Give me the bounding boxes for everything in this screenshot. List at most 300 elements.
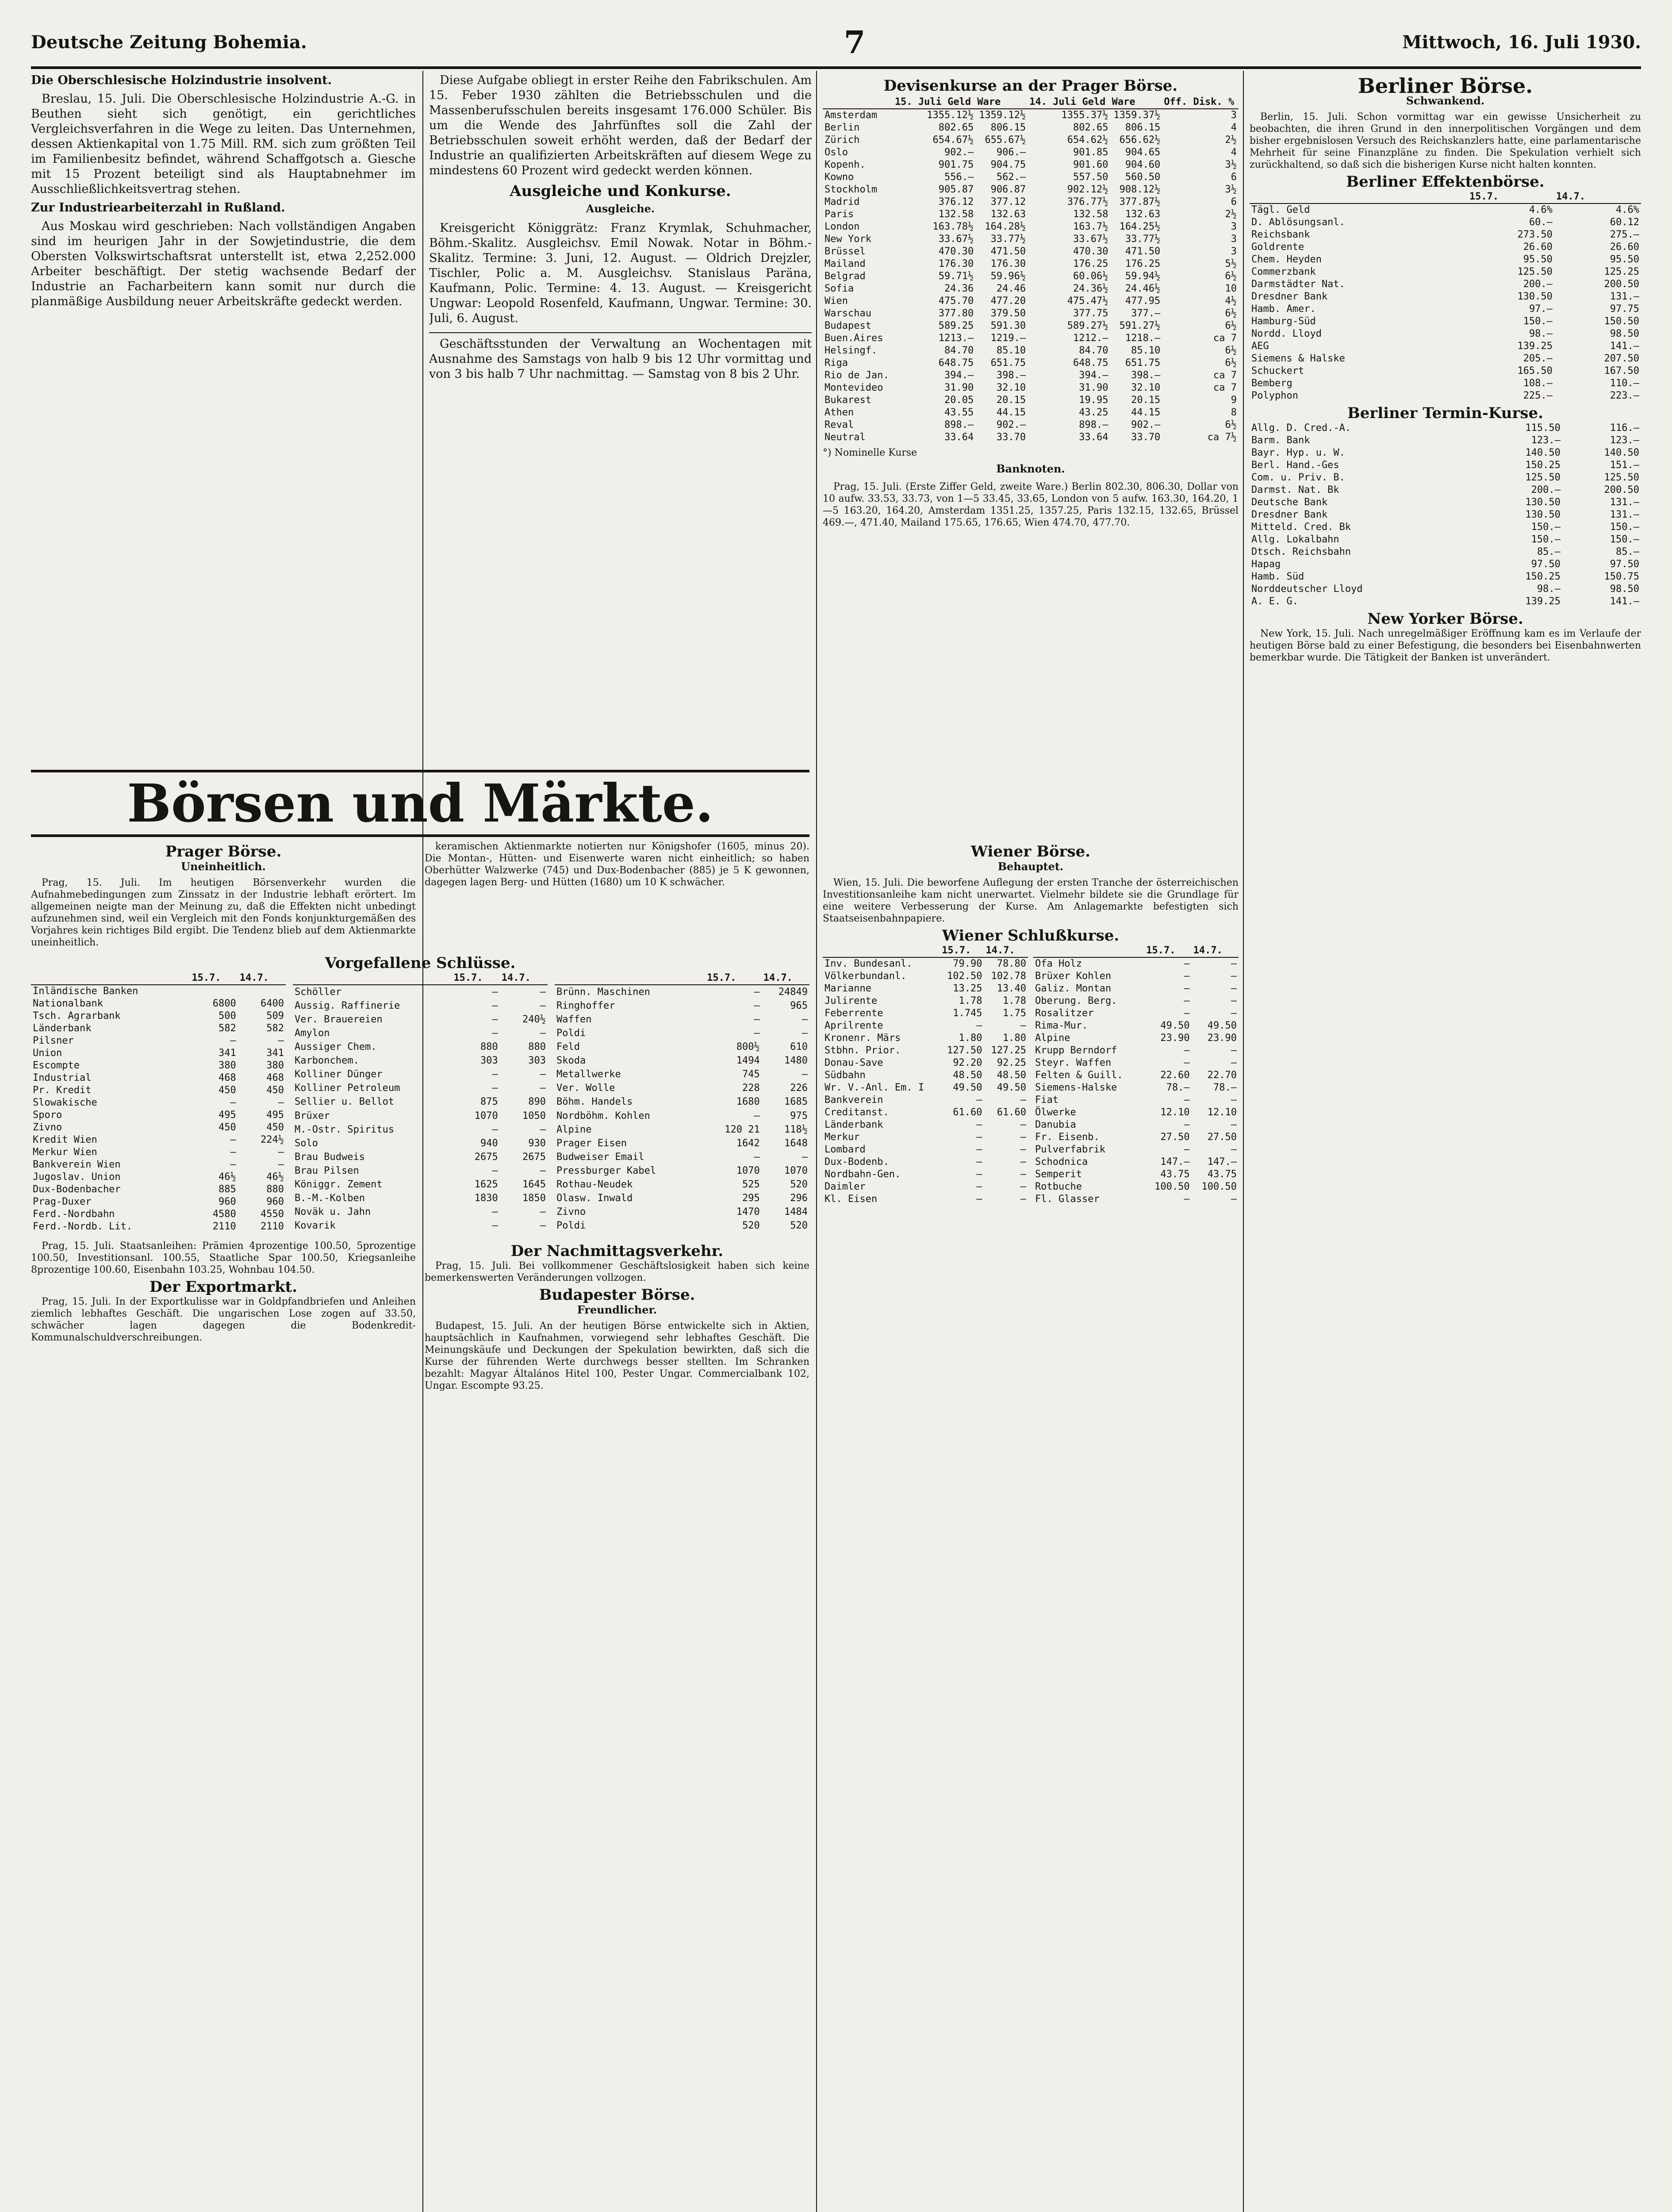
row-label: Polyphon: [1251, 390, 1298, 401]
table-row: [31, 1196, 286, 1208]
cell-value: 31.90: [944, 382, 974, 393]
cell-value: 12.10: [1207, 1107, 1237, 1118]
cell-value: 150.—: [1523, 316, 1553, 327]
column-header: [823, 96, 893, 109]
article-text: Aus Moskau wird geschrieben: Nach vollständigen Angaben sind im heurigen Jahr in der Sowjetindustrie, die dem Obersten Volkswirtschaftsrat unterstellt ist, etwa 2,252.000 Arbeiter beschäftigt. Der stetig wachsende Bedarf der Industrie an Facharbeitern kann somit nur durch die planmäßige Ausbildung neuer Arbeitskräfte gedeckt werden.: [31, 219, 416, 308]
table-row: [823, 1045, 1028, 1057]
column-header: [1250, 191, 1468, 204]
cell-value: 745: [742, 1069, 760, 1080]
cell-value: 33.70: [996, 432, 1026, 443]
table-row: [823, 1057, 1028, 1069]
schlusse-table-3: [555, 972, 809, 1233]
row-label: Ölwerke: [1035, 1107, 1076, 1118]
cell-value: 151.—: [1610, 460, 1639, 471]
headline: Die Oberschlesische Holzindustrie insolvent.: [31, 73, 332, 87]
table-row: [1250, 583, 1641, 595]
cell-value: 1355.37½: [1061, 110, 1108, 121]
cell-value: —: [1231, 1094, 1237, 1106]
row-label: Skoda: [556, 1055, 586, 1067]
cell-value: 589.25: [938, 320, 974, 331]
table-row: [823, 1106, 1028, 1119]
row-label: A. E. G.: [1251, 596, 1298, 607]
row-label: D. Ablösungsanl.: [1251, 217, 1345, 228]
cell-value: —: [1020, 1094, 1026, 1106]
table-row: [823, 258, 1239, 270]
cell-value: 562.—: [996, 172, 1026, 183]
table-row: [1250, 534, 1641, 546]
section-subheading: Behauptet.: [997, 860, 1064, 873]
table-row: [31, 1134, 286, 1146]
column-header: 14.7.: [762, 972, 809, 985]
cell-value: 200.—: [1523, 279, 1553, 290]
table-row: [1250, 447, 1641, 459]
cell-value: 1070: [736, 1165, 760, 1176]
section-heading: Devisenkurse an der Prager Börse.: [883, 77, 1178, 95]
cell-value: 471.50: [1125, 246, 1161, 257]
cell-value: 20.15: [1131, 395, 1161, 406]
table-row: [555, 1178, 809, 1191]
cell-value: 123.—: [1531, 435, 1561, 446]
cell-value: 33.64: [944, 432, 974, 443]
cell-value: 2½: [1225, 209, 1237, 220]
cell-value: 127.50: [947, 1045, 982, 1056]
table-row: [293, 1164, 548, 1178]
table-row: [823, 1082, 1028, 1094]
termin-table-body: [1250, 422, 1641, 608]
row-label: Allg. D. Cred.-A.: [1251, 422, 1351, 434]
table-body: [823, 957, 1028, 1206]
table-row: [1033, 1168, 1239, 1181]
row-label: Reichsbank: [1251, 229, 1310, 240]
row-label: Bukarest: [824, 395, 871, 406]
cell-value: 125.50: [1517, 266, 1553, 277]
column-header: 14.7.: [238, 972, 286, 985]
cell-value: 12.10: [1160, 1107, 1190, 1118]
cell-value: 6½: [1225, 357, 1237, 369]
row-label: Semperit: [1035, 1169, 1082, 1180]
cell-value: 147.—: [1207, 1156, 1237, 1167]
table-row: [1033, 1082, 1239, 1094]
table-row: [31, 998, 286, 1010]
cell-value: 139.25: [1525, 596, 1561, 607]
cell-value: 150.50: [1604, 316, 1639, 327]
section-subheading: Freundlicher.: [577, 1303, 657, 1316]
cell-value: —: [976, 1169, 982, 1180]
table-row: [823, 283, 1239, 295]
table-row: [293, 1068, 548, 1082]
cell-value: —: [1231, 971, 1237, 982]
cell-value: 97.—: [1529, 303, 1553, 315]
table-row: [1033, 1156, 1239, 1168]
berliner-column: [1250, 73, 1641, 2212]
cell-value: 2675: [522, 1151, 546, 1163]
cell-value: 377.87½: [1119, 196, 1161, 207]
cell-value: 802.65: [1073, 122, 1108, 133]
cell-value: 582: [218, 1023, 236, 1034]
cell-value: —: [492, 1000, 498, 1011]
cell-value: 125.50: [1604, 472, 1639, 483]
cell-value: 102.50: [947, 971, 982, 982]
table-row: [823, 431, 1239, 444]
cell-value: 43.55: [944, 407, 974, 418]
cell-value: 901.60: [1073, 159, 1108, 170]
cell-value: 525: [742, 1179, 760, 1190]
row-label: Schöller: [295, 986, 341, 998]
table-row: [823, 171, 1239, 184]
table-row: [823, 332, 1239, 345]
cell-value: —: [492, 1220, 498, 1232]
prager-text-block: [31, 841, 416, 952]
row-label: Kronenr. Märs: [824, 1033, 901, 1044]
cell-value: —: [1231, 1144, 1237, 1155]
row-label: Aussig. Raffinerie: [295, 1000, 400, 1011]
cell-value: 303: [528, 1055, 546, 1067]
table-row: [31, 1183, 286, 1196]
prager-top: [31, 841, 809, 952]
article-text: Prag, 15. Juli. In der Exportkulisse war in Goldpfandbriefen und Anleihen ziemlich lebhaftes Geschäft. Die ungarischen Lose zogen auf 33.50, schwächer lagen dagegen die Bodenkredit-Kommunalschuldverschreibungen.: [31, 1296, 416, 1343]
column-rule: [816, 71, 817, 2212]
table-row: [823, 196, 1239, 208]
cell-value: —: [1020, 1194, 1026, 1205]
cell-value: 22.70: [1207, 1070, 1237, 1081]
row-label: Brau Pilsen: [295, 1165, 359, 1176]
cell-value: —: [1184, 1194, 1190, 1205]
section-heading: Berliner Effektenbörse.: [1346, 173, 1545, 191]
table-row: [555, 1164, 809, 1178]
cell-value: 20.15: [996, 395, 1026, 406]
cell-value: 806.15: [990, 122, 1026, 133]
cell-value: —: [540, 1124, 546, 1135]
table-row: [293, 1150, 548, 1164]
row-label: Nationalbank: [33, 998, 103, 1009]
table-row: [1250, 496, 1641, 509]
cell-value: 6½: [1225, 320, 1237, 331]
cell-value: —: [540, 1165, 546, 1176]
table-row: [555, 1068, 809, 1082]
cell-value: 130.50: [1517, 291, 1553, 302]
wiener-table-2: [1033, 945, 1239, 1206]
cell-value: 100.50: [1154, 1181, 1190, 1192]
cell-value: 380: [218, 1060, 236, 1071]
cell-value: 806.15: [1125, 122, 1161, 133]
row-label: Kopenh.: [824, 159, 866, 170]
table-row: [823, 419, 1239, 431]
cell-value: 880: [266, 1184, 284, 1195]
cell-value: 176.30: [990, 258, 1026, 269]
table-row: [823, 369, 1239, 382]
cell-value: 32.10: [996, 382, 1026, 393]
table-row: [293, 1026, 548, 1040]
article-text: Budapest, 15. Juli. An der heutigen Börse entwickelte sich in Aktien, hauptsächlich in Kaufnahmen, vorwiegend sehr lebhaftes Geschäft. Die Meinungskäufe und Deckungen der Spekulation bewirkten, daß sich die Kurse der führenden Werte durchwegs besser stellten. Im Schranken bezahlt: Magyar Általános Hitel 100, Pester Ungar. Commercialbank 102, Ungar. Escompte 93.25.: [425, 1321, 809, 1391]
cell-value: 10: [1225, 283, 1237, 294]
section-heading: Ausgleiche und Konkurse.: [510, 182, 731, 200]
section-heading: Vorgefallene Schlüsse.: [325, 954, 516, 972]
row-label: Neutral: [824, 432, 866, 443]
cell-value: 475.70: [938, 296, 974, 307]
cell-value: 1070: [784, 1165, 808, 1176]
cell-value: —: [1184, 1144, 1190, 1155]
row-label: Kredit Wien: [33, 1134, 97, 1145]
cell-value: 19.95: [1079, 395, 1108, 406]
cell-value: 150.—: [1610, 522, 1639, 533]
cell-value: 1.80: [959, 1033, 982, 1044]
row-label: Marianne: [824, 983, 871, 994]
cell-value: 24.46½: [1125, 283, 1161, 294]
column-header: 14.7.: [984, 945, 1028, 957]
cell-value: 140.50: [1525, 447, 1561, 458]
notice-text: Geschäftsstunden der Verwaltung an Wochentagen mit Ausnahme des Samstags von halb 9 bis 12 Uhr vormittag und von 3 bis halb 7 Uhr nachmittag. — Samstag von 8 bis 2 Uhr.: [429, 337, 812, 381]
cell-value: 9: [1231, 395, 1237, 406]
row-label: Sofia: [824, 283, 854, 294]
cell-value: 902.—: [944, 147, 974, 158]
cell-value: 98.—: [1529, 328, 1553, 339]
newspaper-page: [31, 18, 1641, 2212]
cell-value: 394.—: [944, 370, 974, 381]
cell-value: 24849: [778, 986, 808, 998]
cell-value: 240½: [522, 1014, 546, 1025]
cell-value: 3: [1231, 110, 1237, 121]
table-row: [293, 1206, 548, 1219]
row-label: Barm. Bank: [1251, 435, 1310, 446]
cell-value: 1219.—: [990, 333, 1026, 344]
cell-value: 450: [266, 1122, 284, 1133]
table-row: [1250, 571, 1641, 583]
cell-value: 904.65: [1125, 147, 1161, 158]
column-header: [1033, 945, 1144, 957]
table-row: [31, 1084, 286, 1097]
cell-value: 165.50: [1517, 365, 1553, 376]
table-row: [1250, 241, 1641, 253]
cell-value: 59.94½: [1125, 271, 1161, 282]
row-label: Nordd. Lloyd: [1251, 328, 1322, 339]
column-rule: [1243, 71, 1244, 2212]
column-header: [31, 972, 190, 985]
row-label: Norddeutscher Lloyd: [1251, 584, 1363, 595]
row-label: Riga: [824, 357, 848, 369]
cell-value: 33.67½: [1073, 234, 1108, 245]
row-label: Slowakische: [33, 1097, 97, 1108]
table-row: [1250, 390, 1641, 402]
cell-value: 150.—: [1610, 534, 1639, 545]
cell-value: 5½: [1225, 258, 1237, 269]
cell-value: 48.50: [997, 1070, 1026, 1081]
row-label: Galiz. Montan: [1035, 983, 1112, 994]
cell-value: 477.20: [990, 296, 1026, 307]
table-row: [555, 1013, 809, 1026]
table-row: [823, 246, 1239, 258]
table-row: [293, 1219, 548, 1233]
cell-value: 97.75: [1610, 303, 1639, 315]
row-label: Berlin: [824, 122, 860, 133]
cell-value: 6½: [1225, 308, 1237, 319]
cell-value: 520: [742, 1220, 760, 1232]
row-label: Hamburg-Süd: [1251, 316, 1316, 327]
cell-value: 97.50: [1610, 559, 1639, 570]
table-row: [1033, 1131, 1239, 1144]
table-row: [555, 1219, 809, 1233]
table-header-row: [1250, 191, 1641, 204]
table-row: [823, 295, 1239, 307]
column-1-top: [31, 73, 416, 763]
cell-value: 901.75: [938, 159, 974, 170]
boersen-banner: Börsen und Märkte.: [31, 770, 809, 837]
table-row: [823, 1144, 1028, 1156]
row-label: Nordbahn-Gen.: [824, 1169, 901, 1180]
row-label: Allg. Lokalbahn: [1251, 534, 1339, 545]
cell-value: —: [976, 1020, 982, 1031]
column-header: 15.7.: [1144, 945, 1191, 957]
row-label: Feld: [556, 1041, 580, 1053]
table-row: [823, 407, 1239, 419]
cell-value: 200.50: [1604, 484, 1639, 495]
cell-value: —: [540, 1027, 546, 1039]
row-label: Stockholm: [824, 184, 878, 195]
row-label: Brüxer: [295, 1110, 330, 1121]
cell-value: 4.6%: [1529, 204, 1553, 215]
cell-value: 470.30: [938, 246, 974, 257]
cell-value: 3: [1231, 246, 1237, 257]
row-label: Länderbank: [33, 1023, 92, 1034]
cell-value: 84.70: [1079, 345, 1108, 356]
table-row: [1250, 472, 1641, 484]
table-row: [1033, 1045, 1239, 1057]
cell-value: 880: [480, 1041, 498, 1053]
cell-value: 95.50: [1523, 254, 1553, 265]
section-heading: Prager Börse.: [165, 843, 282, 860]
cell-value: —: [1231, 995, 1237, 1006]
cell-value: 651.75: [990, 357, 1026, 369]
cell-value: —: [278, 1159, 284, 1170]
cell-value: 132.63: [990, 209, 1026, 220]
row-label: Rothau-Neudek: [556, 1179, 633, 1190]
cell-value: —: [278, 1147, 284, 1158]
row-label: Königgr. Zement: [295, 1179, 383, 1190]
cell-value: 6: [1231, 196, 1237, 207]
row-label: Goldrente: [1251, 242, 1304, 253]
cell-value: 6800: [212, 998, 236, 1009]
row-label: Sporo: [33, 1110, 62, 1121]
cell-value: 132.58: [1073, 209, 1108, 220]
row-label: Völkerbundanl.: [824, 971, 907, 982]
cell-value: 24.36: [944, 283, 974, 294]
table-row: [823, 1193, 1028, 1206]
table-row: [823, 957, 1028, 970]
cell-value: 6½: [1225, 271, 1237, 282]
table-row: [823, 1168, 1028, 1181]
section-subheading: Banknoten.: [996, 462, 1065, 475]
cell-value: 1680: [736, 1096, 760, 1108]
cell-value: 3½: [1225, 159, 1237, 170]
row-label: Lombard: [824, 1144, 866, 1155]
cell-value: 904.75: [990, 159, 1026, 170]
column-header: Off. Disk. %: [1162, 96, 1239, 109]
table-row: [555, 1082, 809, 1095]
cell-value: 589.27½: [1067, 320, 1108, 331]
row-label: Prager Eisen: [556, 1137, 627, 1149]
row-label: Pulverfabrik: [1035, 1144, 1105, 1155]
table-row: [555, 1109, 809, 1123]
row-label: Budapest: [824, 320, 871, 331]
cell-value: 495: [218, 1110, 236, 1121]
cell-value: [238, 985, 286, 998]
cell-value: 1050: [522, 1110, 546, 1121]
cell-value: 380: [266, 1060, 284, 1071]
table-row: [31, 1109, 286, 1121]
table-row: [31, 1060, 286, 1072]
row-label: Belgrad: [824, 271, 866, 282]
table-row: [555, 1206, 809, 1219]
row-label: Merkur: [824, 1132, 860, 1143]
article-text: Diese Aufgabe obliegt in erster Reihe den Fabrikschulen. Am 15. Feber 1930 zählten die Betriebsschulen und die Massenberufsschulen bereits insgesamt 176.000 Schüler. Bis um die Wende des Jahrfünftes soll die Zahl der Betriebsschulen soweit erhöht werden, daß der Bedarf der Industrie an qualifizierten Arbeitskräften auf diesem Wege zu mindestens 60 Prozent wird gedeckt werden können.: [429, 73, 812, 177]
cell-value: 591.27½: [1119, 320, 1161, 331]
cell-value: 85.—: [1616, 546, 1639, 557]
row-label: Inländische Banken: [33, 986, 138, 997]
table-row: [555, 1040, 809, 1054]
cell-value: 13.40: [997, 983, 1026, 994]
effekten-table-body: [1250, 204, 1641, 402]
table-row: [1033, 1057, 1239, 1069]
section-heading: Berliner Börse.: [1358, 74, 1533, 98]
section-heading: Wiener Börse.: [970, 843, 1091, 860]
table-row: [293, 1095, 548, 1109]
cell-value: 4580: [212, 1209, 236, 1220]
cell-value: 33.70: [1131, 432, 1161, 443]
cell-value: 49.50: [953, 1082, 982, 1093]
cell-value: 164.25½: [1119, 221, 1161, 232]
row-label: Krupp Berndorf: [1035, 1045, 1117, 1056]
row-label: Com. u. Priv. B.: [1251, 472, 1345, 483]
cell-value: 341: [218, 1048, 236, 1059]
cell-value: —: [1184, 995, 1190, 1006]
column-header: 14.7.: [1192, 945, 1239, 957]
table-row: [1033, 1144, 1239, 1156]
column-header: 14.7.: [1554, 191, 1641, 204]
cell-value: 61.60: [953, 1107, 982, 1118]
table-row: [293, 1123, 548, 1137]
row-label: Rotbuche: [1035, 1181, 1082, 1192]
cell-value: 43.75: [1160, 1169, 1190, 1180]
cell-value: 898.—: [1079, 419, 1108, 430]
column-2-top: [429, 73, 812, 763]
table-row: [823, 184, 1239, 196]
cell-value: 131.—: [1610, 497, 1639, 508]
table-row: [293, 999, 548, 1013]
cell-value: —: [754, 1000, 760, 1011]
table-row: [1033, 1069, 1239, 1082]
cell-value: 2675: [474, 1151, 498, 1163]
row-label: Prag-Duxer: [33, 1196, 92, 1207]
row-label: Chem. Heyden: [1251, 254, 1322, 265]
cell-value: 3: [1231, 221, 1237, 232]
article-text: Prag, 15. Juli. Im heutigen Börsenverkehr wurden die Aufnahmebedingungen zum Zinssatz in der Industrie lebhaft erörtert. Im allgemeinen neigte man der Meinung zu, daß die Effekten nicht unbedingt aufzunehmen sind, weil ein Vergleich mit den Fonds konjunkturgemäßen des Vorjahres kein richtiges Bild ergibt. Die Tendenz blieb auf dem Aktienmarkte uneinheitlich.: [31, 877, 416, 948]
table-row: [1250, 509, 1641, 521]
row-label: Zürich: [824, 134, 860, 146]
cell-value: —: [976, 1181, 982, 1192]
cell-value: 131.—: [1610, 291, 1639, 302]
cell-value: —: [540, 1206, 546, 1218]
cell-value: 1359.12½: [979, 110, 1026, 121]
row-label: New York: [824, 234, 871, 245]
table-row: [1033, 1020, 1239, 1032]
masthead-date: Mittwoch, 16. Juli 1930.: [1402, 31, 1641, 53]
cell-value: 125.25: [1604, 266, 1639, 277]
cell-value: 8: [1231, 407, 1237, 418]
cell-value: 141.—: [1610, 596, 1639, 607]
row-label: Bankverein: [824, 1094, 883, 1106]
cell-value: —: [1231, 983, 1237, 994]
row-label: Siemens & Halske: [1251, 353, 1345, 364]
cell-value: 46½: [218, 1171, 236, 1183]
